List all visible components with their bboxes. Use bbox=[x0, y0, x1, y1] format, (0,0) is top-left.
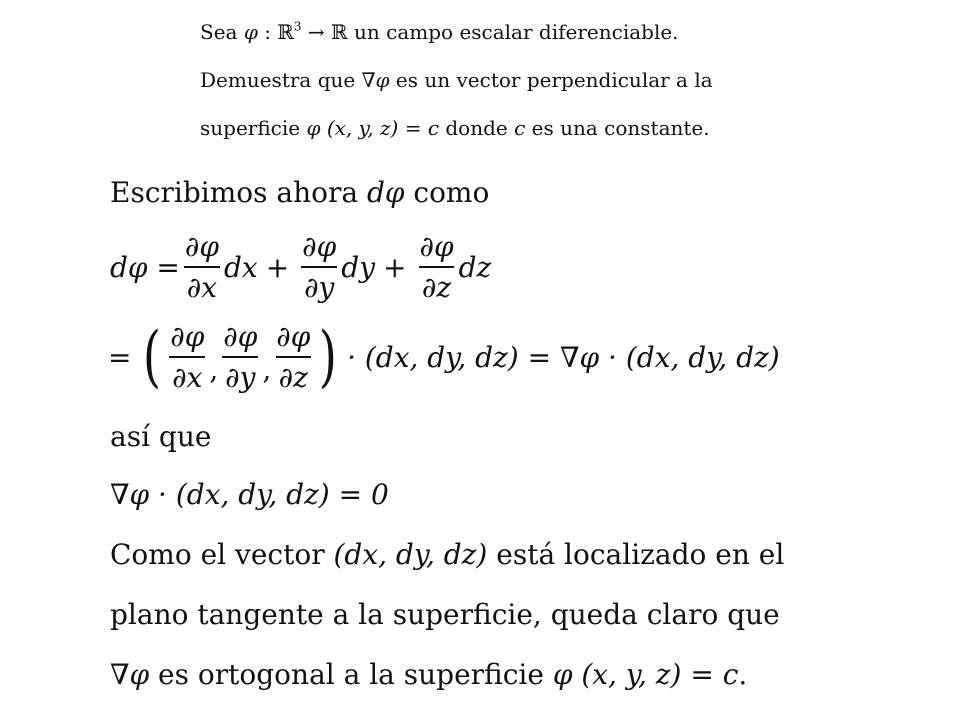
text-campo-escalar: un campo escalar diferenciable. bbox=[347, 20, 679, 44]
right-paren: ) bbox=[319, 318, 338, 395]
equals-sign: = bbox=[108, 340, 132, 374]
comma: , bbox=[209, 353, 219, 386]
differential-dy: dy bbox=[341, 250, 376, 284]
exponent-3: 3 bbox=[293, 19, 302, 34]
differential-dz: dz bbox=[458, 250, 492, 284]
equation-dphi-expansion bbox=[110, 230, 491, 304]
conclusion-line-1 bbox=[110, 538, 784, 571]
comma: , bbox=[262, 353, 272, 386]
differential-dx: dx bbox=[223, 250, 258, 284]
arrow: → bbox=[301, 20, 332, 44]
fraction-dphi-dx: $\frac{\partial\varphi}{\partial x}$ bbox=[170, 320, 205, 394]
problem-line-3 bbox=[200, 116, 710, 140]
text-donde: donde bbox=[439, 116, 515, 140]
surface-equation: φ (x, y, z) = c bbox=[306, 116, 440, 140]
reals-symbol-target: ℝ bbox=[331, 20, 348, 44]
conclusion-line-3 bbox=[110, 658, 747, 691]
reals-symbol: ℝ bbox=[277, 20, 294, 44]
plus-sign: + bbox=[265, 250, 290, 284]
fraction-dphi-dx: $\frac{\partial\varphi}{\partial x}$ bbox=[184, 230, 219, 304]
dphi-symbol: dφ bbox=[366, 176, 405, 209]
colon: : bbox=[257, 20, 278, 44]
text-como: como bbox=[404, 176, 490, 209]
text-asi-que: así que bbox=[110, 420, 212, 453]
vector-dx-dy-dz: (dx, dy, dz) bbox=[333, 538, 488, 571]
solution-intro bbox=[110, 176, 489, 209]
left-paren: ( bbox=[143, 318, 162, 395]
phi-symbol: φ bbox=[243, 20, 258, 44]
fraction-dphi-dy: $\frac{\partial\varphi}{\partial y}$ bbox=[223, 320, 258, 394]
surface-equation: φ (x, y, z) = c bbox=[552, 658, 739, 691]
text-localizado: está localizado en el bbox=[487, 538, 785, 571]
text-vector-perpendicular: es un vector perpendicular a la bbox=[389, 68, 713, 92]
fraction-dphi-dz: $\frac{\partial\varphi}{\partial z}$ bbox=[276, 320, 311, 394]
fraction-dphi-dz: $\frac{\partial\varphi}{\partial z}$ bbox=[419, 230, 454, 304]
problem-line-2 bbox=[200, 68, 713, 92]
gradient-phi: ∇φ bbox=[361, 68, 390, 92]
constant-c: c bbox=[514, 116, 526, 140]
text-como-el-vector: Como el vector bbox=[110, 538, 334, 571]
eq1-lhs: dφ = bbox=[110, 250, 180, 284]
text-escribimos: Escribimos ahora bbox=[110, 176, 367, 209]
text-sea: Sea bbox=[200, 20, 244, 44]
period: . bbox=[738, 658, 748, 691]
text-es-ortogonal: es ortogonal a la superficie bbox=[149, 658, 553, 691]
dot-product-expression: · (dx, dy, dz) = ∇φ · (dx, dy, dz) bbox=[347, 340, 780, 374]
fraction-dphi-dy: $\frac{\partial\varphi}{\partial y}$ bbox=[302, 230, 337, 304]
gradient-phi: ∇φ bbox=[110, 658, 150, 691]
equation-orthogonality: ∇φ · (dx, dy, dz) = 0 bbox=[110, 478, 389, 511]
problem-line-1 bbox=[200, 20, 679, 44]
text-demuestra: Demuestra que bbox=[200, 68, 362, 92]
equation-gradient-form bbox=[108, 320, 780, 394]
text-constante: es una constante. bbox=[525, 116, 710, 140]
conclusion-line-2: plano tangente a la superficie, queda claro que bbox=[110, 598, 780, 631]
text-superficie: superficie bbox=[200, 116, 307, 140]
plus-sign: + bbox=[383, 250, 407, 284]
